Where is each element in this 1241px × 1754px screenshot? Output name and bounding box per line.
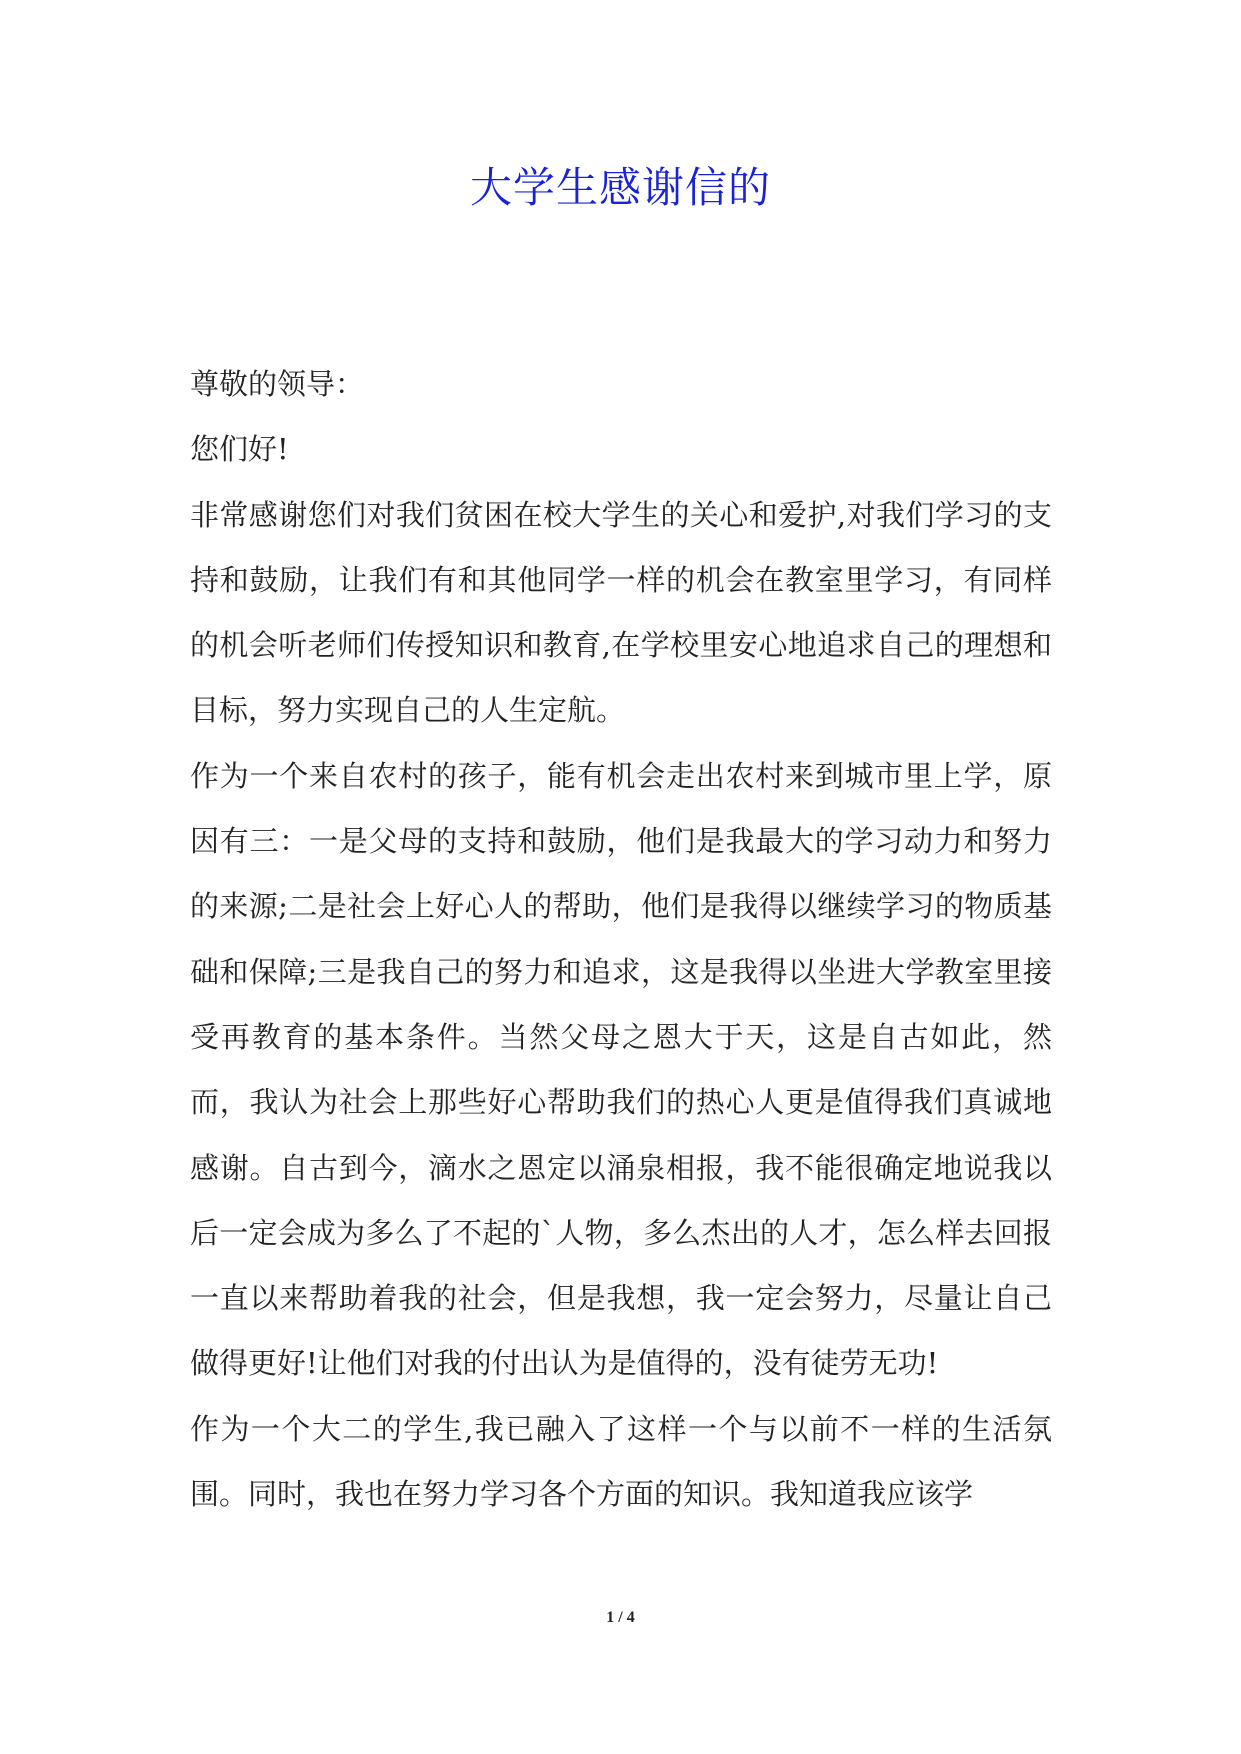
letter-body bbox=[190, 352, 1052, 1527]
paragraph-sophomore: 作为一个大二的学生,我已融入了这样一个与以前不一样的生活氛围。同时，我也在努力学习各个方面的知识。我知道我应该学 bbox=[190, 1411, 1052, 1512]
salutation: 尊敬的领导： bbox=[190, 367, 365, 401]
document-title: 大学生感谢信的 bbox=[469, 163, 771, 212]
greeting: 您们好! bbox=[190, 432, 289, 467]
page-number: 1 / 4 bbox=[606, 1609, 635, 1626]
paragraph-thanks: 非常感谢您们对我们贫困在校大学生的关心和爱护,对我们学习的支持和鼓励，让我们有和其他同学一样的机会在教室里学习，有同样的机会听老师们传授知识和教育,在学校里安心地追求自己的理想和目标，努力实现自己的人生定航。 bbox=[190, 497, 1052, 728]
paragraph-background: 作为一个来自农村的孩子，能有机会走出农村来到城市里上学，原因有三：一是父母的支持和鼓励，他们是我最大的学习动力和努力的来源;二是社会上好心人的帮助，他们是我得以继续学习的物质基础和保障;三是我自己的努力和追求，这是我得以坐进大学教室里接受再教育的基本条件。当然父母之恩大于天，这是自古如此，然而，我认为社会上那些好心帮助我们的热心人更是值得我们真诚地感谢。自古到今，滴水之恩定以涌泉相报，我不能很确定地说我以后一定会成为多么了不起的`人物，多么杰出的人才，怎么样去回报一直以来帮助着我的社会，但是我想，我一定会努力，尽量让自己做得更好!让他们对我的付出认为是值得的，没有徒劳无功! bbox=[190, 758, 1052, 1381]
